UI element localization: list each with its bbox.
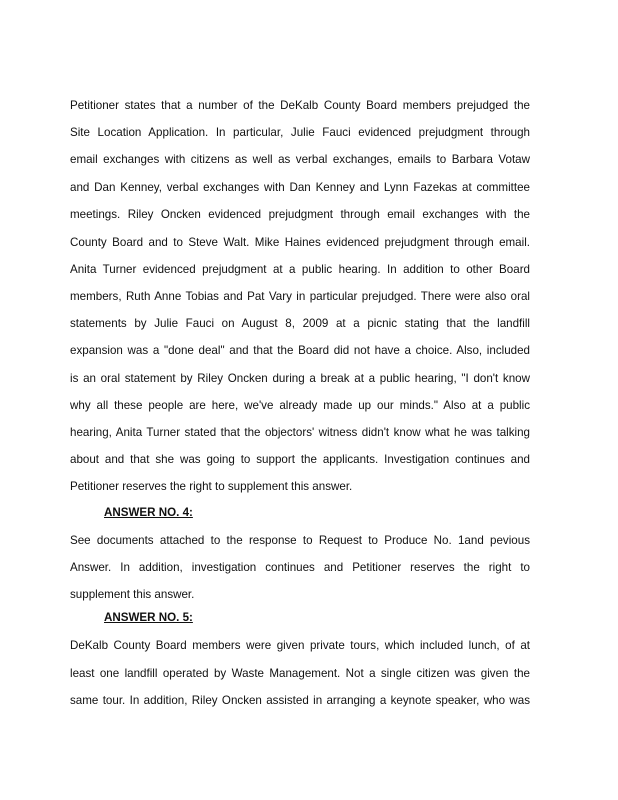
text-line: expansion was a "done deal" and that the Board did not have a choice. Also, included xyxy=(70,344,530,357)
text-line: supplement this answer. xyxy=(70,588,195,601)
text-line: County Board and to Steve Walt. Mike Haines evidenced prejudgment through email. xyxy=(70,236,530,249)
text-line: hearing, Anita Turner stated that the objectors' witness didn't know what he was talking xyxy=(70,426,530,439)
text-line: Petitioner states that a number of the DeKalb County Board members prejudged the xyxy=(70,99,530,112)
text-line: least one landfill operated by Waste Management. Not a single citizen was given the xyxy=(70,667,530,680)
text-line: about and that she was going to support the applicants. Investigation continues and xyxy=(70,453,530,466)
text-line: and Dan Kenney, verbal exchanges with Dan Kenney and Lynn Fazekas at committee xyxy=(70,181,530,194)
text-line: same tour. In addition, Riley Oncken assisted in arranging a keynote speaker, who was xyxy=(70,694,530,707)
text-line: why all these people are here, we've already made up our minds." Also at a public xyxy=(70,399,530,412)
text-line: statements by Julie Fauci on August 8, 2009 at a picnic stating that the landfill xyxy=(70,317,530,330)
text-line: See documents attached to the response to Request to Produce No. 1and pevious xyxy=(70,534,530,547)
text-line: Petitioner reserves the right to supplement this answer. xyxy=(70,480,353,493)
text-line: Answer. In addition, investigation continues and Petitioner reserves the right to xyxy=(70,561,530,574)
text-line: Anita Turner evidenced prejudgment at a public hearing. In addition to other Board xyxy=(70,263,530,276)
text-line: meetings. Riley Oncken evidenced prejudgment through email exchanges with the xyxy=(70,208,530,221)
text-line: members, Ruth Anne Tobias and Pat Vary in particular prejudged. There were also oral xyxy=(70,290,530,303)
text-line: Site Location Application. In particular, Julie Fauci evidenced prejudgment through xyxy=(70,126,530,139)
text-line: DeKalb County Board members were given private tours, which included lunch, of at xyxy=(70,639,530,652)
text-line: is an oral statement by Riley Oncken during a break at a public hearing, "I don't know xyxy=(70,372,530,385)
answer-4-heading: ANSWER NO. 4: xyxy=(104,506,193,519)
answer-5-heading: ANSWER NO. 5: xyxy=(104,611,193,624)
text-line: email exchanges with citizens as well as verbal exchanges, emails to Barbara Votaw xyxy=(70,153,530,166)
